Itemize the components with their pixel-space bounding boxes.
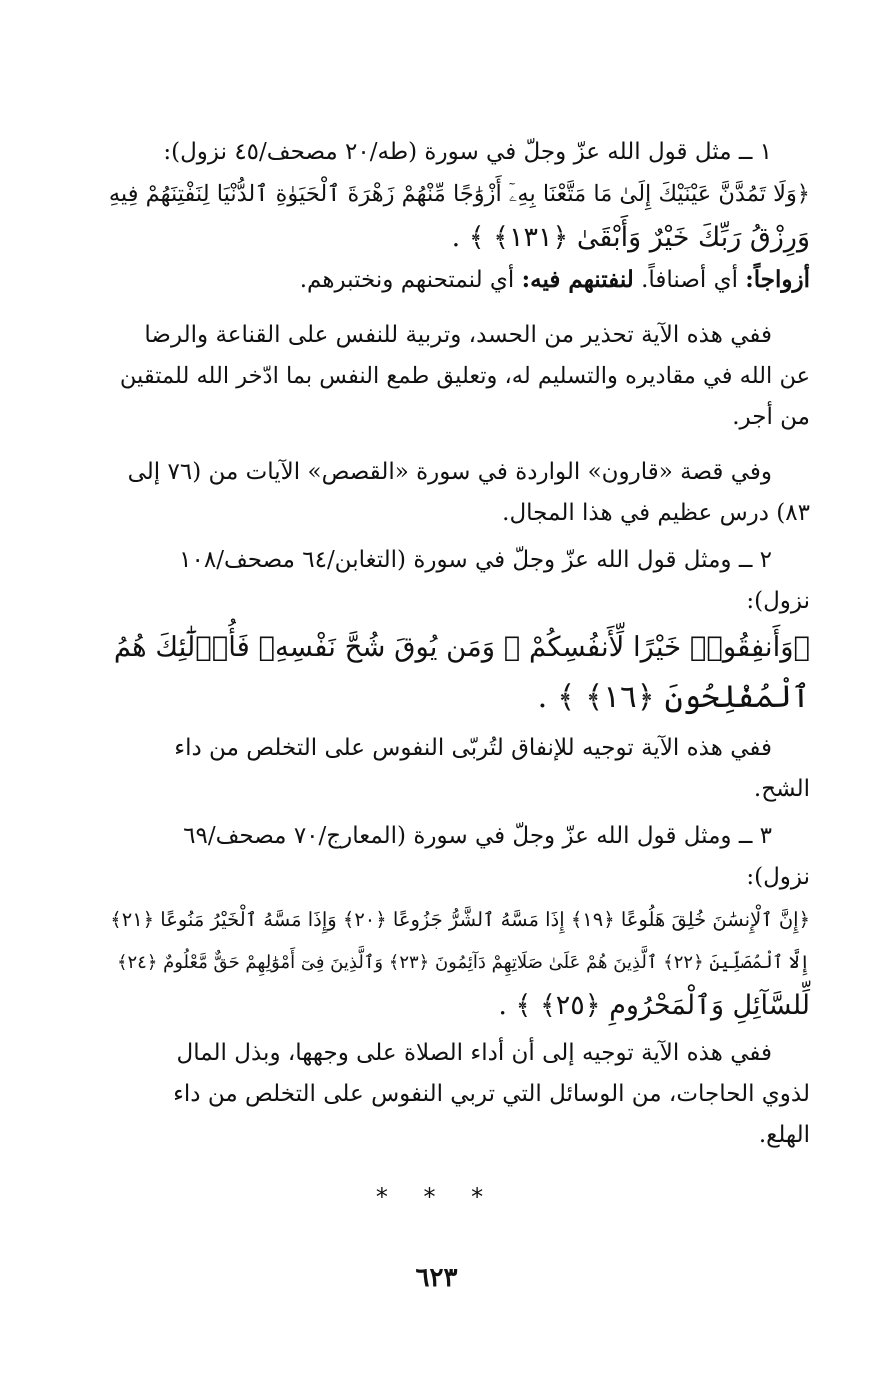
para1-line3: من أجر. bbox=[732, 404, 810, 430]
gloss-term-azwaj: أزواجاً: bbox=[745, 266, 810, 293]
para3-line2: الشح. bbox=[753, 776, 810, 802]
section3-heading-line2: نزول): bbox=[746, 864, 810, 890]
para4-line2: لذوي الحاجات، من الوسائل التي تربي النفوس على التخلص من داء bbox=[173, 1081, 810, 1107]
quran-verse-taghabun-line2: ٱلْمُفْلِحُونَ ﴿١٦﴾ ﴾ . bbox=[537, 679, 810, 715]
quran-verse-maarij-line3: لِّلسَّآئِلِ وَٱلْمَحْرُومِ ﴿٢٥﴾ ﴾ . bbox=[498, 990, 810, 1021]
section2-heading-line2: نزول): bbox=[746, 588, 810, 614]
quran-verse-taha-line2: وَرِزْقُ رَبِّكَ خَيْرٌ وَأَبْقَىٰ ﴿١٣١﴾ ﴾ . bbox=[451, 222, 810, 253]
para2-line2: ٨٣) درس عظيم في هذا المجال. bbox=[502, 500, 810, 526]
gloss-term-linaftinahum: لنفتنهم فيه: bbox=[521, 266, 634, 293]
section-separator: * * * bbox=[375, 1183, 498, 1211]
quran-verse-taghabun-line1: ﴿وَأَنفِقُوا۟ خَيْرًا لِّأَنفُسِكُمْ ۗ وَمَن يُوقَ شُحَّ نَفْسِهِۦ فَأُو۟لَٰٓئِكَ هُمُ bbox=[113, 631, 810, 663]
page-number: ٦٢٣ bbox=[415, 1263, 458, 1293]
section3-heading-line1: ٣ ــ ومثل قول الله عزّ وجلّ في سورة (المعارج/٧٠ مصحف/٦٩ bbox=[183, 823, 772, 849]
section2-heading-line1: ٢ ــ ومثل قول الله عزّ وجلّ في سورة (التغابن/٦٤ مصحف/١٠٨ bbox=[179, 547, 772, 573]
para4-line3: الهلع. bbox=[758, 1122, 810, 1148]
para1-line1: ففي هذه الآية تحذير من الحسد، وتربية للنفس على القناعة والرضا bbox=[144, 322, 772, 348]
para1-line2: عن الله في مقاديره والتسليم له، وتعليق طمع النفس بما ادّخر الله للمتقين bbox=[119, 363, 810, 389]
quran-verse-taha-line1: ﴿وَلَا تَمُدَّنَّ عَيْنَيْكَ إِلَىٰ مَا مَتَّعْنَا بِهِۦٓ أَزْوَٰجًا مِّنْهُمْ زَهْرَةَ ٱلْحَيَوٰةِ ٱلدُّنْيَا لِنَفْتِنَهُمْ فِيهِ bbox=[108, 181, 810, 207]
gloss-def-linaftinahum: أي لنمتحنهم ونختبرهم. bbox=[299, 267, 515, 293]
quran-verse-maarij-line1: ﴿إِنَّ ٱلْإِنسَٰنَ خُلِقَ هَلُوعًا ﴿١٩﴾ إِذَا مَسَّهُ ٱلشَّرُّ جَزُوعًا ﴿٢٠﴾ وَإِذَا مَسَّهُ ٱلْخَيْرُ مَنُوعًا ﴿٢١﴾ bbox=[110, 908, 810, 931]
para2-line1: وفي قصة «قارون» الواردة في سورة «القصص» الآيات من (٧٦ إلى bbox=[127, 459, 772, 485]
para4-line1: ففي هذه الآية توجيه إلى أن أداء الصلاة على وجهها، وبذل المال bbox=[176, 1040, 772, 1066]
section1-heading: ١ ــ مثل قول الله عزّ وجلّ في سورة (طه/٢٠ مصحف/٤٥ نزول): bbox=[163, 139, 772, 165]
page-body bbox=[108, 132, 810, 1156]
gloss-line bbox=[108, 259, 810, 301]
quran-verse-maarij-line2: إِلَّا ٱلْمُصَلِّينَ ﴿٢٢﴾ ٱلَّذِينَ هُمْ عَلَىٰ صَلَاتِهِمْ دَآئِمُونَ ﴿٢٣﴾ وَٱلَّذِينَ فِىٓ أَمْوَٰلِهِمْ حَقٌّ مَّعْلُومٌ ﴿٢٤﴾ bbox=[116, 952, 810, 973]
gloss-def-azwaj: أي أصنافاً. bbox=[641, 267, 738, 293]
para3-line1: ففي هذه الآية توجيه للإنفاق لتُربّى النفوس على التخلص من داء bbox=[174, 735, 772, 761]
